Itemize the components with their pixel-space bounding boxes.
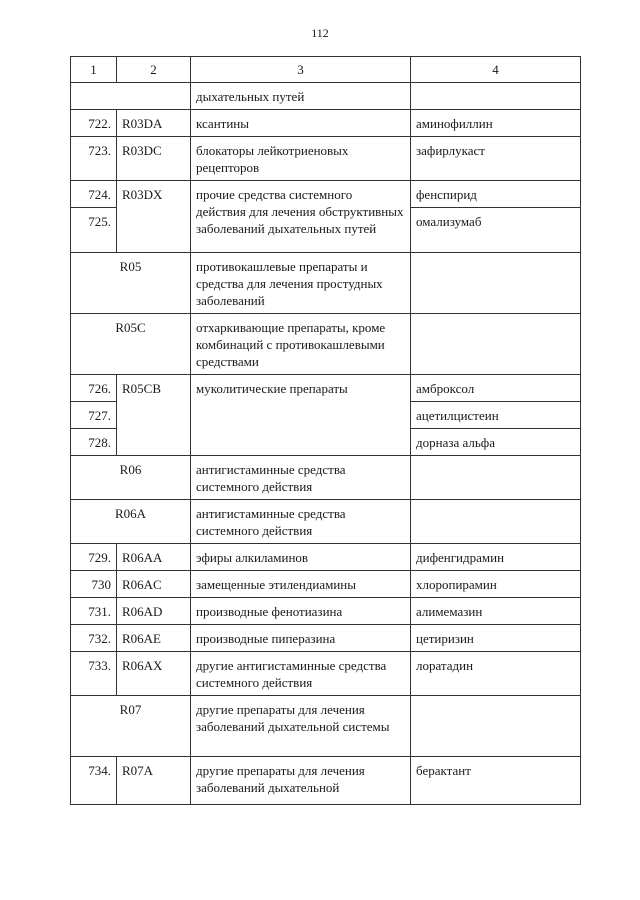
row-number-cell: 734. — [71, 757, 117, 805]
table-row — [71, 652, 581, 696]
atc-code-cell: R03DX — [117, 181, 191, 253]
row-number-cell: 724. — [71, 181, 117, 208]
atc-code-cell: R06AD — [117, 598, 191, 625]
table-row — [71, 181, 581, 208]
description-cell: антигистаминные средства системного действия — [191, 456, 411, 500]
page-number: 112 — [311, 26, 329, 40]
atc-code-cell: R07A — [117, 757, 191, 805]
atc-code-cell: R06AC — [117, 571, 191, 598]
atc-code-cell: R03DC — [117, 137, 191, 181]
header-col-2: 2 — [117, 57, 191, 83]
atc-code-cell: R03DA — [117, 110, 191, 137]
description-cell: блокаторы лейкотриеновых рецепторов — [191, 137, 411, 181]
header-col-3: 3 — [191, 57, 411, 83]
atc-code-cell: R06AA — [117, 544, 191, 571]
description-cell: производные фенотиазина — [191, 598, 411, 625]
drug-cell: омализумаб — [411, 208, 581, 253]
blank-cell — [71, 83, 191, 110]
atc-code-cell: R06AE — [117, 625, 191, 652]
table-row — [71, 137, 581, 181]
row-number-cell: 725. — [71, 208, 117, 253]
description-cell: антигистаминные средства системного действия — [191, 500, 411, 544]
description-cell: ксантины — [191, 110, 411, 137]
table-row — [71, 110, 581, 137]
drug-cell — [411, 456, 581, 500]
drug-table — [70, 56, 581, 805]
table-row — [71, 598, 581, 625]
atc-group-code-cell: R05C — [71, 314, 191, 375]
drug-cell: алимемазин — [411, 598, 581, 625]
row-number-cell: 727. — [71, 402, 117, 429]
drug-cell — [411, 500, 581, 544]
description-cell: муколитические препараты — [191, 375, 411, 456]
drug-cell: аминофиллин — [411, 110, 581, 137]
row-number-cell: 730 — [71, 571, 117, 598]
drug-cell: ацетилцистеин — [411, 402, 581, 429]
atc-group-code-cell: R06 — [71, 456, 191, 500]
drug-cell — [411, 83, 581, 110]
drug-cell: дифенгидрамин — [411, 544, 581, 571]
atc-group-code-cell: R05 — [71, 253, 191, 314]
atc-group-code-cell: R06A — [71, 500, 191, 544]
table-row — [71, 314, 581, 375]
description-cell: прочие средства системного действия для лечения обструктивных заболеваний дыхательных путей — [191, 181, 411, 253]
drug-cell: амброксол — [411, 375, 581, 402]
table-row — [71, 571, 581, 598]
description-cell: противокашлевые препараты и средства для лечения простудных заболеваний — [191, 253, 411, 314]
description-cell: другие препараты для лечения заболеваний дыхательной — [191, 757, 411, 805]
atc-code-cell: R05CB — [117, 375, 191, 456]
row-number-cell: 732. — [71, 625, 117, 652]
row-number-cell: 731. — [71, 598, 117, 625]
table-row — [71, 375, 581, 402]
table-row — [71, 253, 581, 314]
description-cell: производные пиперазина — [191, 625, 411, 652]
drug-cell: лоратадин — [411, 652, 581, 696]
header-col-1: 1 — [71, 57, 117, 83]
drug-cell: цетиризин — [411, 625, 581, 652]
table-row — [71, 456, 581, 500]
row-number-cell: 728. — [71, 429, 117, 456]
table-row — [71, 83, 581, 110]
table-row — [71, 625, 581, 652]
description-cell: дыхательных путей — [191, 83, 411, 110]
table-header-row — [71, 57, 581, 83]
table-row — [71, 500, 581, 544]
drug-cell — [411, 253, 581, 314]
drug-cell — [411, 314, 581, 375]
drug-cell: берактант — [411, 757, 581, 805]
table-row — [71, 757, 581, 805]
description-cell: замещенные этилендиамины — [191, 571, 411, 598]
description-cell: отхаркивающие препараты, кроме комбинаций с противокашлевыми средствами — [191, 314, 411, 375]
atc-group-code-cell: R07 — [71, 696, 191, 757]
table-row — [71, 696, 581, 757]
row-number-cell: 729. — [71, 544, 117, 571]
row-number-cell: 723. — [71, 137, 117, 181]
drug-cell: фенспирид — [411, 181, 581, 208]
description-cell: другие антигистаминные средства системного действия — [191, 652, 411, 696]
row-number-cell: 722. — [71, 110, 117, 137]
atc-code-cell: R06AX — [117, 652, 191, 696]
description-cell: эфиры алкиламинов — [191, 544, 411, 571]
description-cell: другие препараты для лечения заболеваний дыхательной системы — [191, 696, 411, 757]
drug-cell: хлоропирамин — [411, 571, 581, 598]
table-row — [71, 544, 581, 571]
row-number-cell: 733. — [71, 652, 117, 696]
row-number-cell: 726. — [71, 375, 117, 402]
drug-cell: зафирлукаст — [411, 137, 581, 181]
drug-cell — [411, 696, 581, 757]
header-col-4: 4 — [411, 57, 581, 83]
drug-cell: дорназа альфа — [411, 429, 581, 456]
